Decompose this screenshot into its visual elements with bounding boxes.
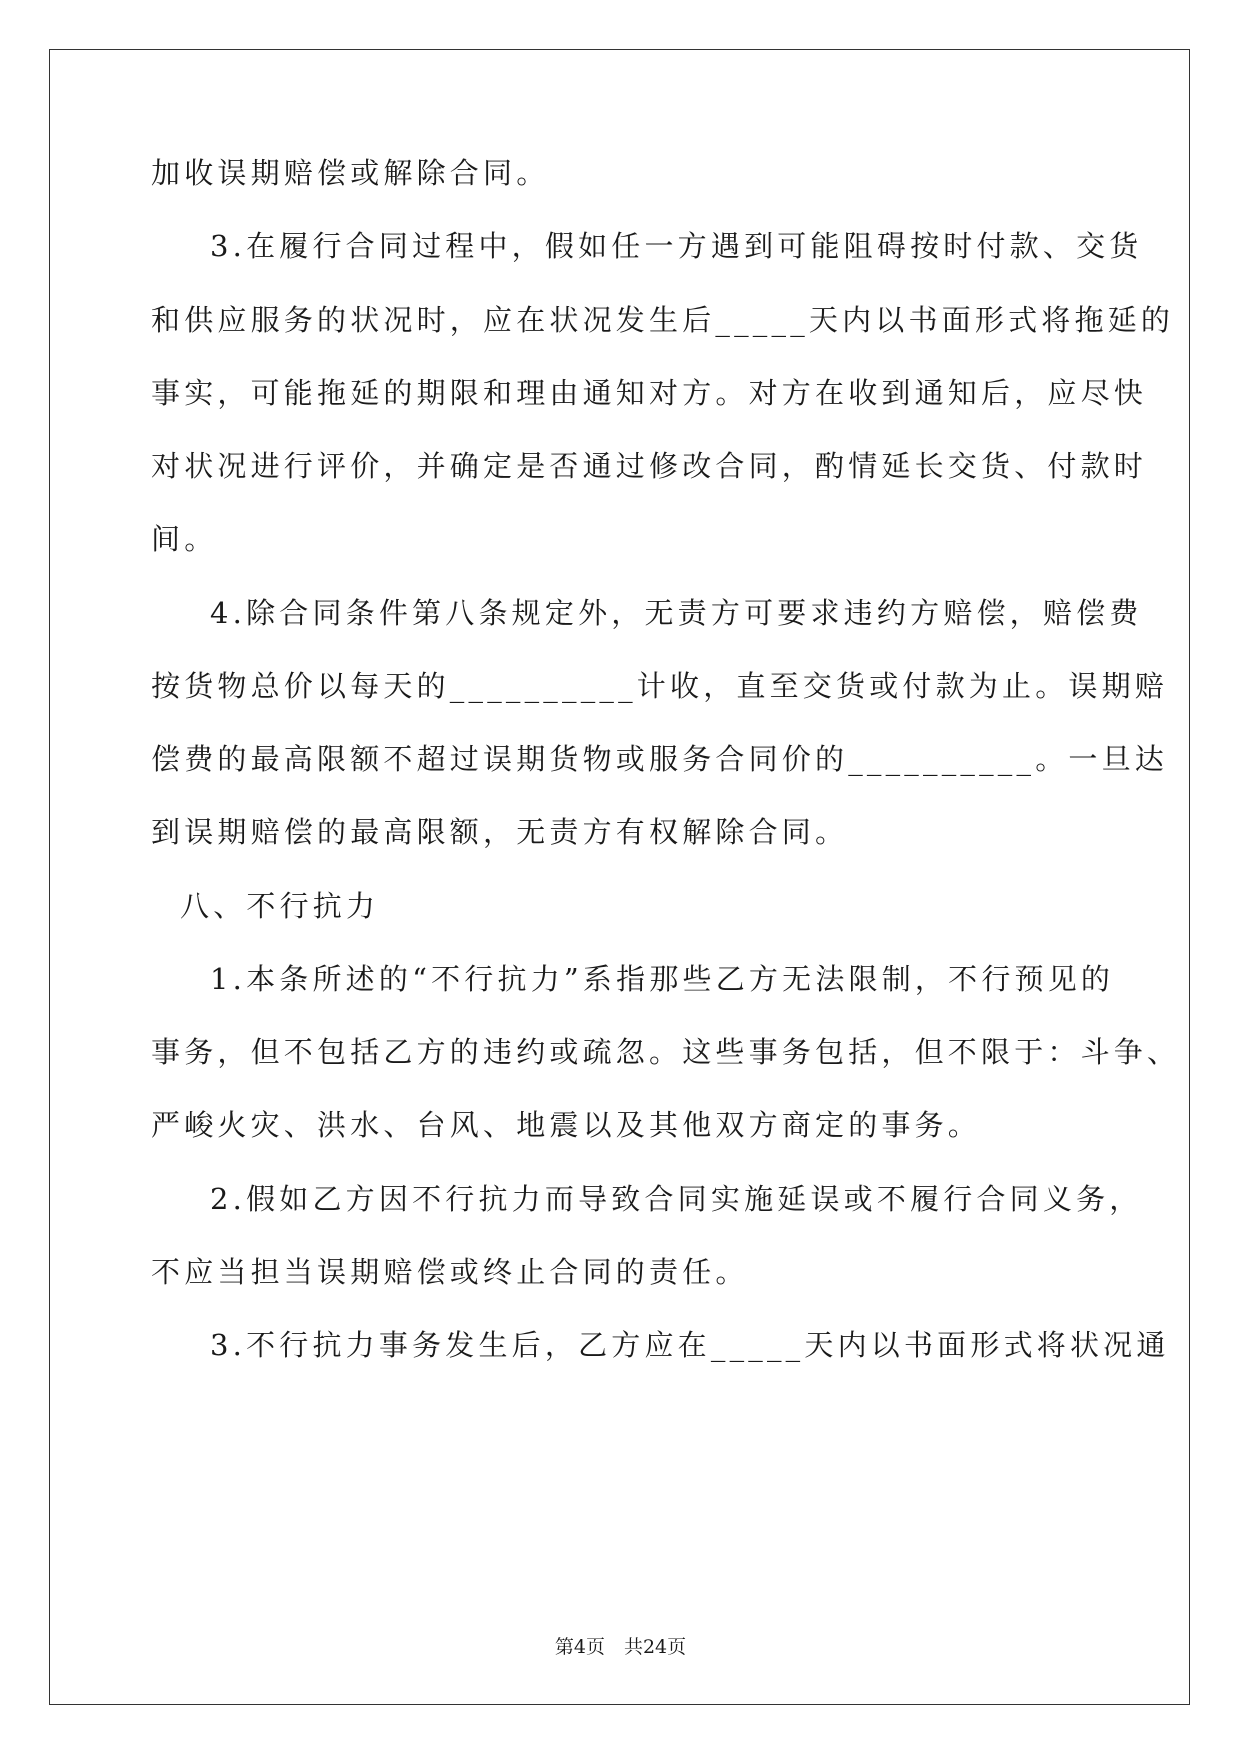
page-border [49, 49, 1190, 1705]
text-line: 不应当担当误期赔偿或终止合同的责任。 [151, 1255, 749, 1289]
paragraph-first-line: 3.不行抗力事务发生后，乙方应在_____天内以书面形式将状况通 [210, 1328, 1170, 1362]
text-line: 对状况进行评价，并确定是否通过修改合同，酌情延长交货、付款时 [151, 449, 1148, 483]
text-line: 间。 [151, 522, 218, 556]
paragraph-first-line: 4.除合同条件第八条规定外，无责方可要求违约方赔偿，赔偿费 [210, 596, 1143, 630]
text-line: 按货物总价以每天的__________计收，直至交货或付款为止。误期赔 [151, 669, 1169, 703]
text-line: 偿费的最高限额不超过误期货物或服务合同价的__________。一旦达 [151, 742, 1169, 776]
text-line: 严峻火灾、洪水、台风、地震以及其他双方商定的事务。 [151, 1108, 982, 1142]
text-line: 到误期赔偿的最高限额，无责方有权解除合同。 [151, 815, 849, 849]
text-line: 和供应服务的状况时，应在状况发生后_____天内以书面形式将拖延的 [151, 303, 1175, 337]
paragraph-first-line: 3.在履行合同过程中，假如任一方遇到可能阻碍按时付款、交货 [210, 229, 1143, 263]
paragraph-first-line: 2.假如乙方因不行抗力而导致合同实施延误或不履行合同义务， [210, 1182, 1143, 1216]
text-line: 事务，但不包括乙方的违约或疏忽。这些事务包括，但不限于：斗争、 [151, 1035, 1181, 1069]
text-line: 事实，可能拖延的期限和理由通知对方。对方在收到通知后，应尽快 [151, 376, 1148, 410]
text-line: 加收误期赔偿或解除合同。 [151, 156, 550, 190]
section-heading: 八、不行抗力 [180, 889, 380, 923]
page-number-footer: 第4页 共24页 [554, 1636, 687, 1658]
paragraph-first-line: 1.本条所述的“不行抗力”系指那些乙方无法限制，不行预见的 [210, 962, 1115, 996]
